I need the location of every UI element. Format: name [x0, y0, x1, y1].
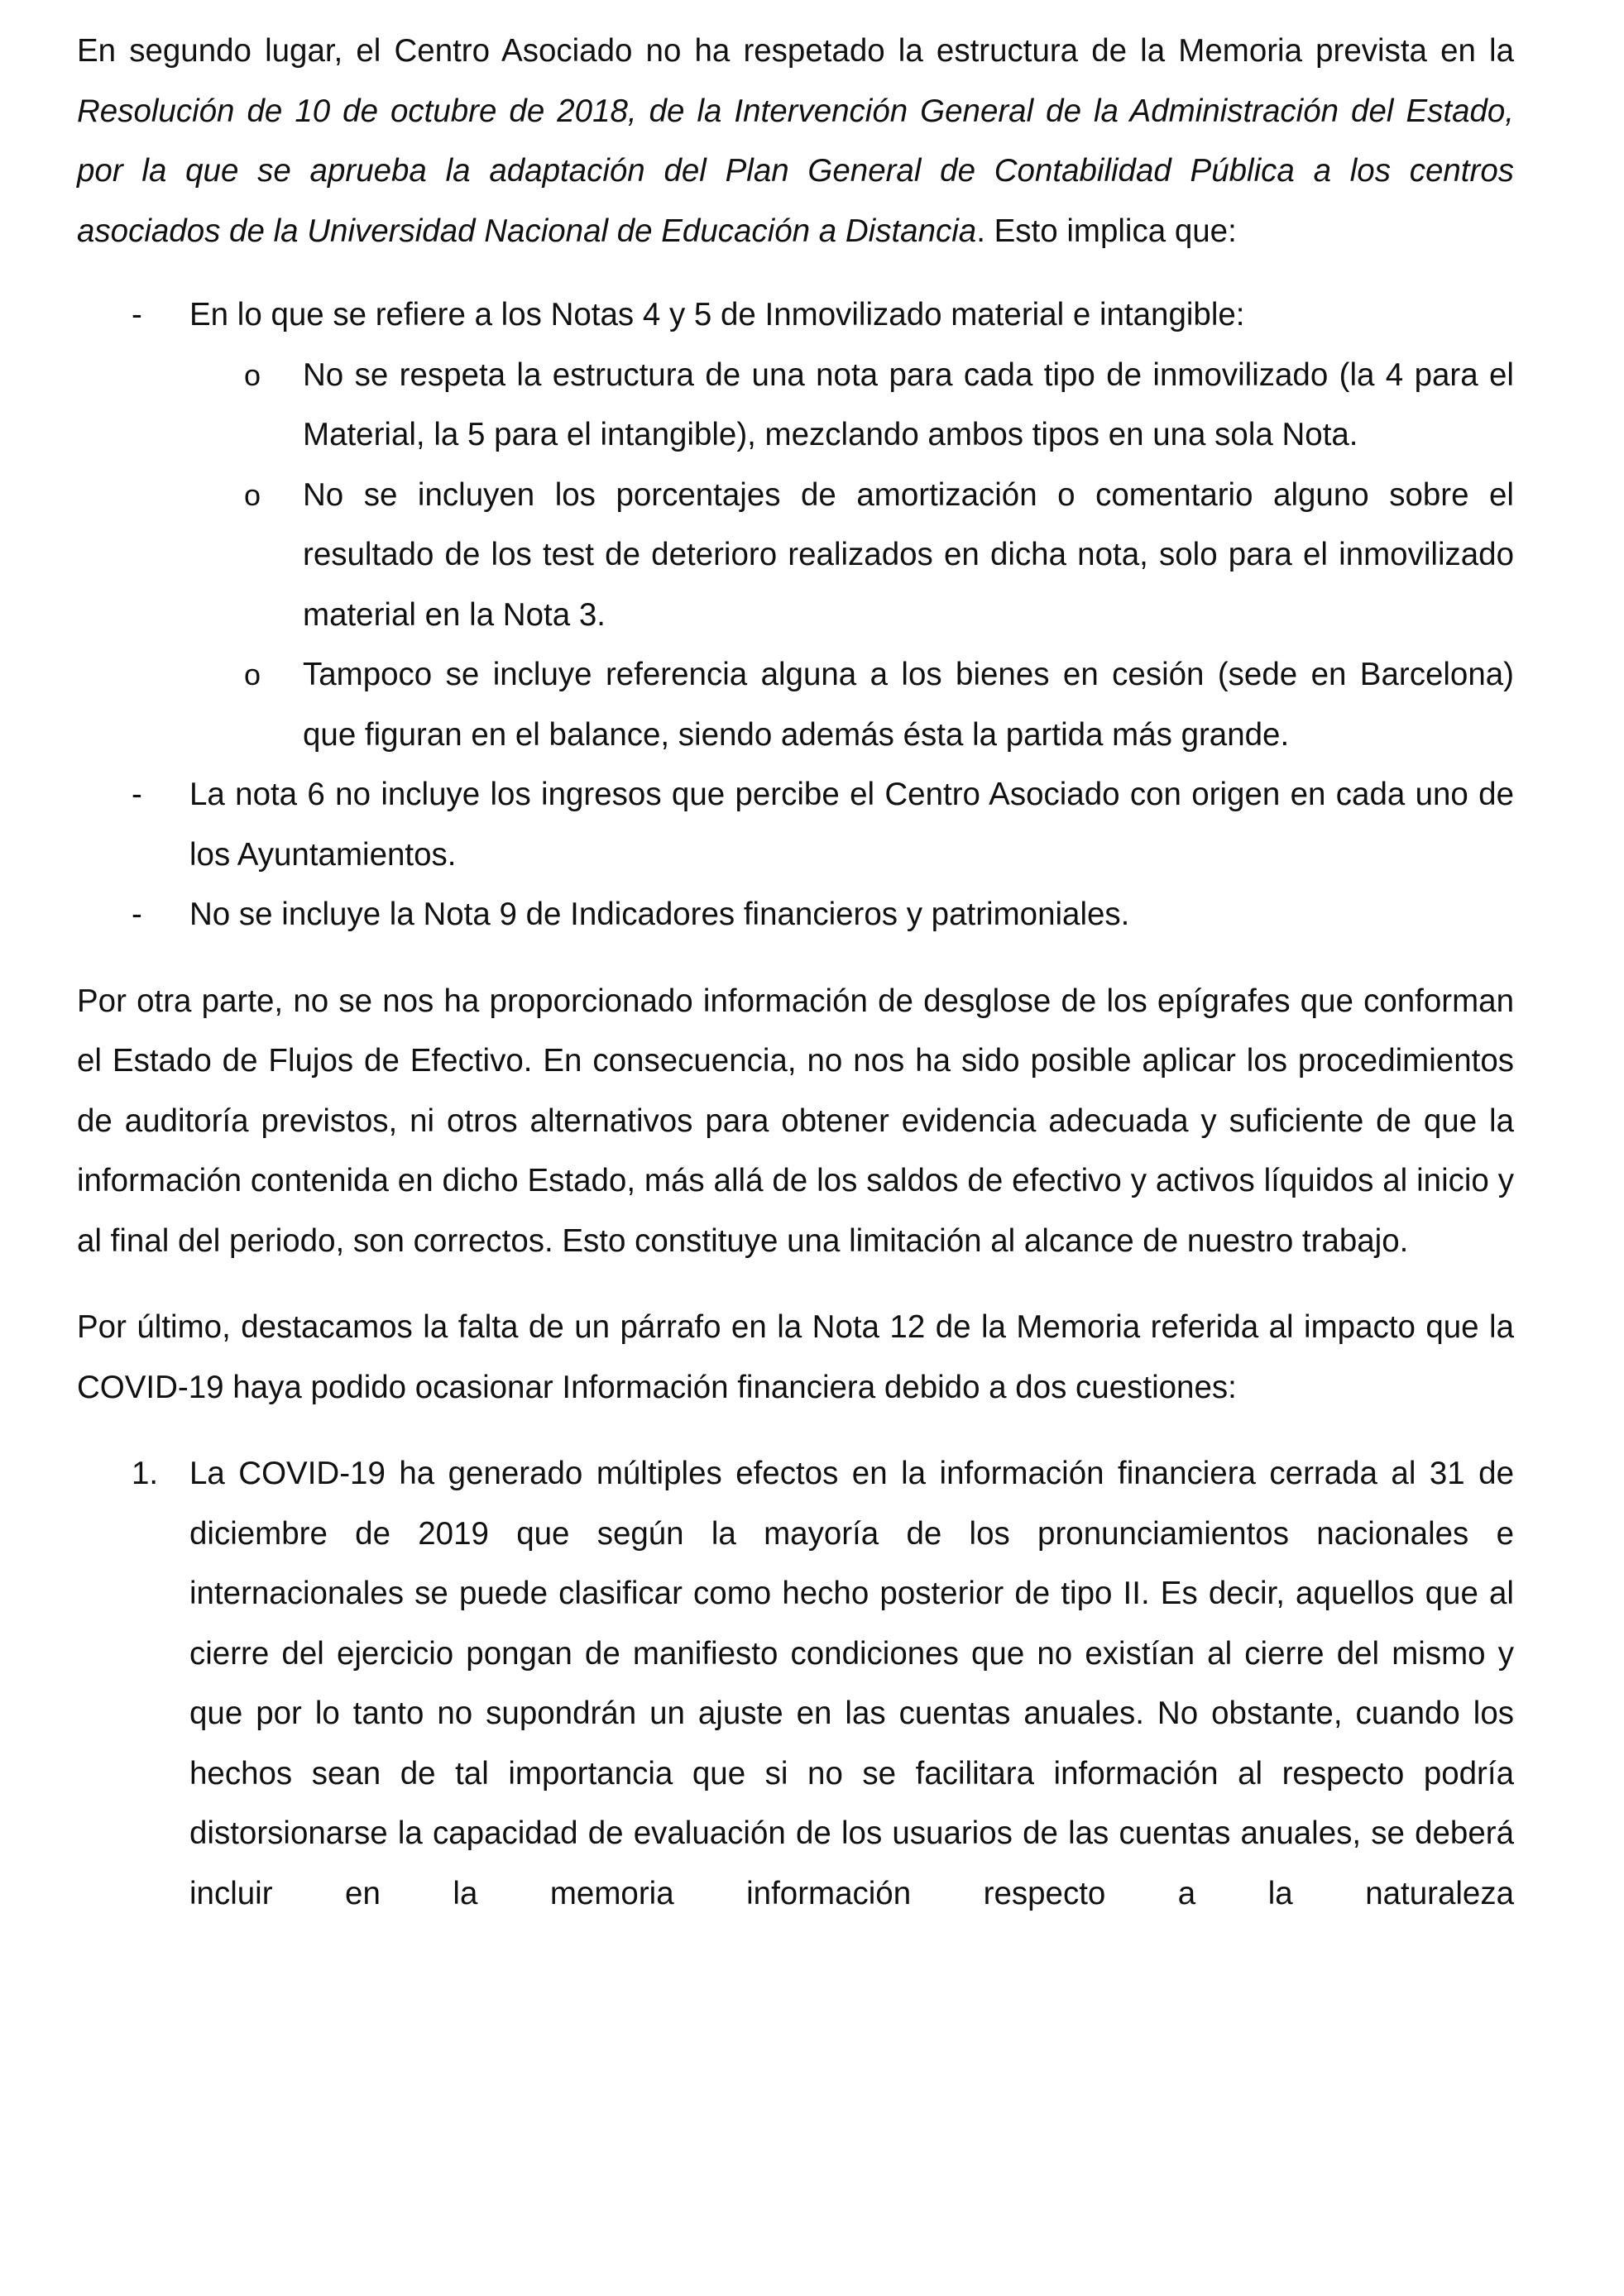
paragraph-covid-note: Por último, destacamos la falta de un párrafo en la Nota 12 de la Memoria referida al impacto que la COVID-19 haya podido ocasionar Información financiera debido a dos cuestiones:	[77, 1309, 1514, 1405]
list-item	[77, 765, 1514, 885]
paragraph-suffix: . Esto implica que:	[976, 213, 1237, 249]
list-item	[77, 885, 1514, 945]
paragraph-cash-flow-limitation: Por otra parte, no se nos ha proporcionado información de desglose de los epígrafes que conforman el Estado de Flujos de Efectivo. En consecuencia, no nos ha sido posible aplicar los procedimientos de auditoría previstos, ni otros alternativos para obtener evidencia adecuada y suficiente de que la información contenida en dicho Estado, más allá de los saldos de efectivo y activos líquidos al inicio y al final del periodo, son correctos. Esto constituye una limitación al alcance de nuestro trabajo.	[77, 983, 1514, 1259]
list-item-text: No se incluye la Nota 9 de Indicadores financieros y patrimoniales.	[189, 897, 1130, 932]
number-marker: 1.	[132, 1456, 159, 1491]
numbered-list-item	[77, 1444, 1514, 1924]
sub-list-item-text: No se incluyen los porcentajes de amortización o comentario alguno sobre el resultado de los test de deterioro realizados en dicha nota, solo para el inmovilizado material en la Nota 3.	[303, 476, 1514, 633]
dash-list	[77, 285, 1514, 945]
circle-bullet-marker: o	[244, 357, 261, 392]
dash-marker: -	[132, 777, 142, 812]
dash-marker: -	[132, 297, 142, 332]
paragraph-memoria-structure	[77, 22, 1514, 261]
list-item-text: La nota 6 no incluye los ingresos que percibe el Centro Asociado con origen en cada uno de los Ayuntamientos.	[189, 777, 1514, 873]
numbered-list	[77, 1444, 1514, 1924]
circle-bullet-marker: o	[244, 658, 261, 691]
sub-list-item	[77, 645, 1514, 765]
sub-list-item	[77, 346, 1514, 466]
list-item	[77, 285, 1514, 346]
sub-list-item	[77, 466, 1514, 646]
circle-bullet-marker: o	[244, 477, 261, 512]
paragraph-prefix: En segundo lugar, el Centro Asociado no ha respetado la estructura de la Memoria prevista en la	[77, 33, 1514, 69]
dash-marker: -	[132, 897, 142, 932]
document-page	[77, 22, 1514, 1924]
resolution-title: Resolución de 10 de octubre de 2018, de la Intervención General de la Administración del Estado, por la que se aprueba la adaptación del Plan General de Contabilidad Pública a los centros asociados de la Universidad Nacional de Educación a Distancia	[77, 93, 1514, 249]
numbered-list-item-text: La COVID-19 ha generado múltiples efectos en la información financiera cerrada al 31 de diciembre de 2019 que según la mayoría de los pronunciamientos nacionales e internacionales se puede clasificar como hecho posterior de tipo II. Es decir, aquellos que al cierre del ejercicio pongan de manifiesto condiciones que no existían al cierre del mismo y que por lo tanto no supondrán un ajuste en las cuentas anuales. No obstante, cuando los hechos sean de tal importancia que si no se facilitara información al respecto podría distorsionarse la capacidad de evaluación de los usuarios de las cuentas anuales, se deberá incluir en la memoria información respecto a la naturaleza	[189, 1456, 1514, 1911]
list-item-text: En lo que se refiere a los Notas 4 y 5 de Inmovilizado material e intangible:	[189, 297, 1245, 332]
sub-list-item-text: Tampoco se incluye referencia alguna a los bienes en cesión (sede en Barcelona) que figuran en el balance, siendo además ésta la partida más grande.	[303, 657, 1514, 753]
sub-list-item-text: No se respeta la estructura de una nota para cada tipo de inmovilizado (la 4 para el Material, la 5 para el intangible), mezclando ambos tipos en una sola Nota.	[303, 356, 1514, 452]
